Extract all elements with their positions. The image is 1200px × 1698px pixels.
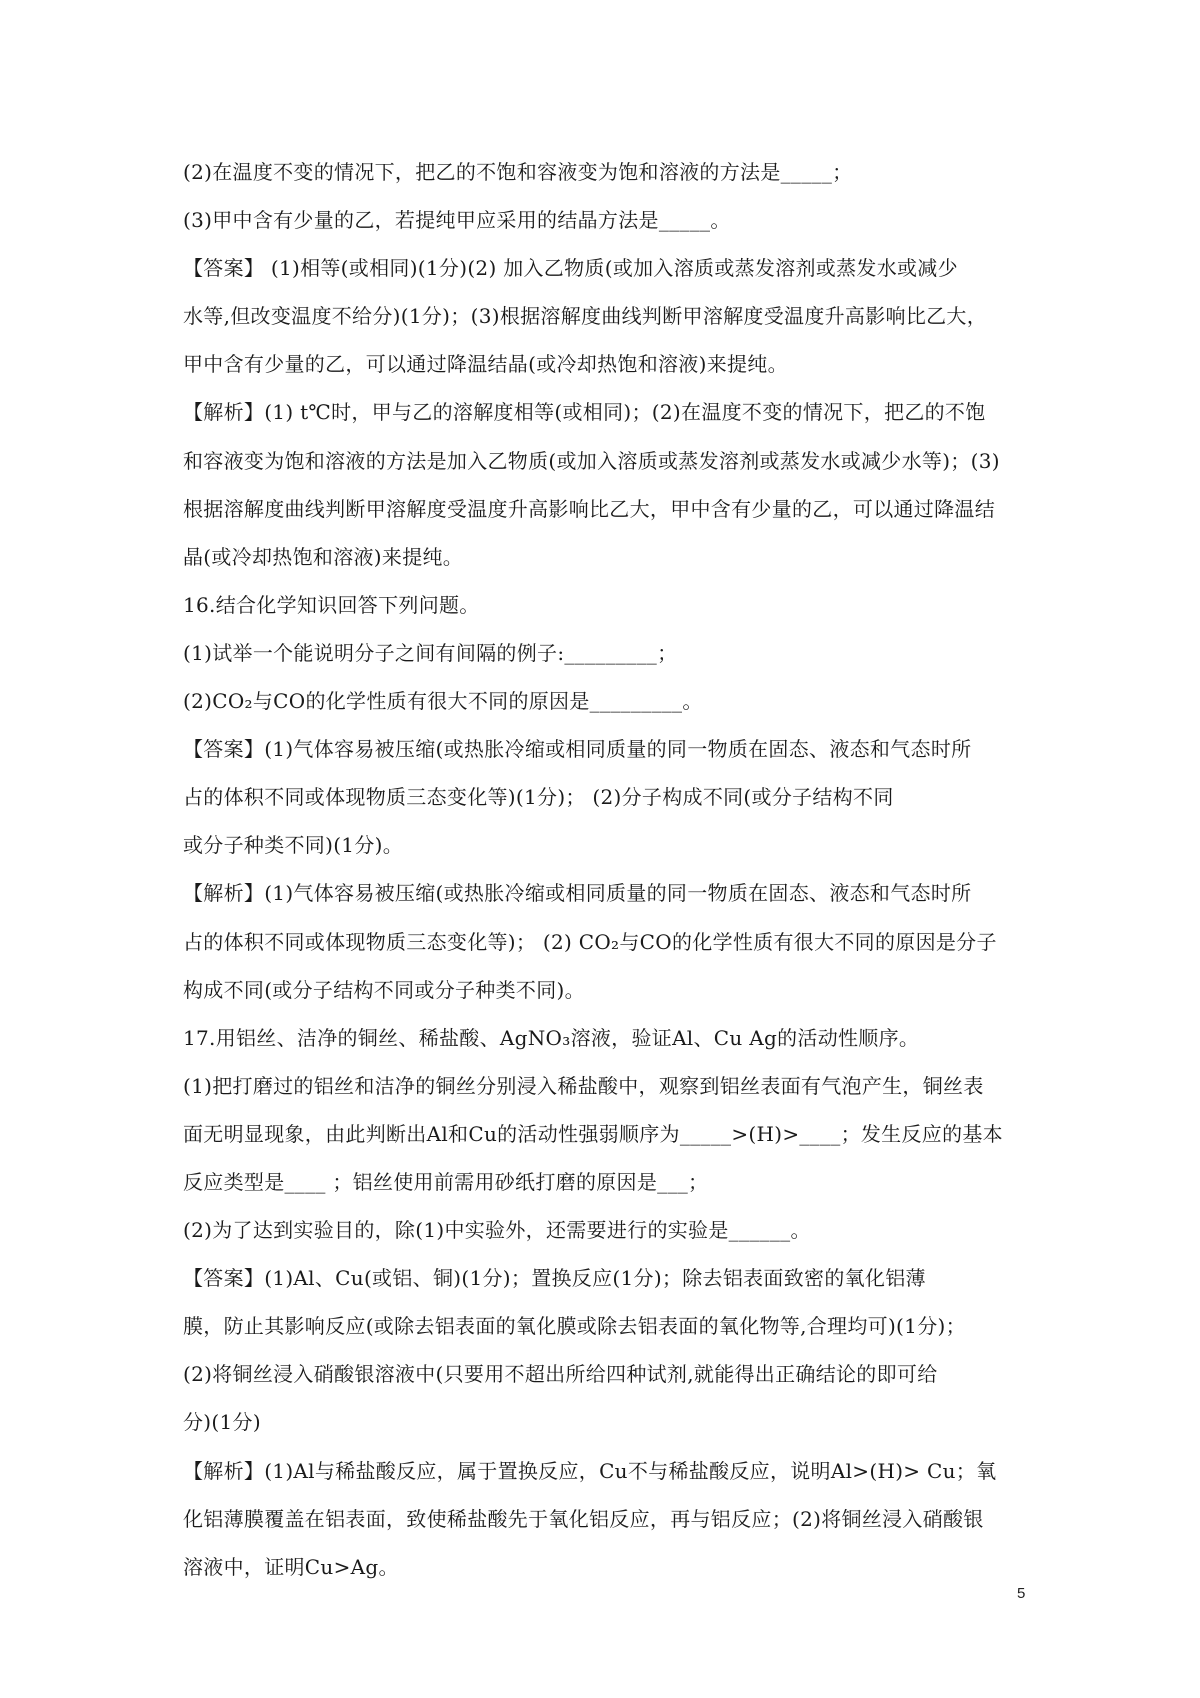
question-15-part-3: (3)甲中含有少量的乙，若提纯甲应采用的结晶方法是_____。 (183, 208, 731, 233)
analysis-17-line-1: 【解析】(1)Al与稀盐酸反应，属于置换反应，Cu不与稀盐酸反应，说明Al>(H)> Cu；氧 (183, 1458, 997, 1483)
question-16-title: 16.结合化学知识回答下列问题。 (183, 592, 480, 617)
analysis-15-line-3: 根据溶解度曲线判断甲溶解度受温度升高影响比乙大，甲中含有少量的乙，可以通过降温结 (183, 496, 995, 521)
answer-15-line-2: 水等,但改变温度不给分)(1分)；(3)根据溶解度曲线判断甲溶解度受温度升高影响比乙大， (183, 304, 988, 329)
answer-16-line-1: 【答案】(1)气体容易被压缩(或热胀冷缩或相同质量的同一物质在固态、液态和气态时所 (183, 737, 972, 762)
answer-17-line-3: (2)将铜丝浸入硝酸银溶液中(只要用不超出所给四种试剂,就能得出正确结论的即可给 (183, 1362, 938, 1387)
analysis-17-line-2: 化铝薄膜覆盖在铝表面，致使稀盐酸先于氧化铝反应，再与铝反应；(2)将铜丝浸入硝酸银 (183, 1506, 984, 1531)
analysis-16-line-3: 构成不同(或分子结构不同或分子种类不同)。 (183, 977, 585, 1002)
answer-17-line-1: 【答案】(1)Al、Cu(或铝、铜)(1分)；置换反应(1分)；除去铝表面致密的氧化铝薄 (183, 1266, 926, 1291)
question-16-part-1: (1)试举一个能说明分子之间有间隔的例子:_________； (183, 640, 678, 665)
question-17-part-1-line-3: 反应类型是____ ；铝丝使用前需用砂纸打磨的原因是___； (183, 1169, 709, 1194)
analysis-17-line-3: 溶液中，证明Cu>Ag。 (183, 1554, 399, 1579)
document-body (183, 148, 1033, 1591)
analysis-16-line-2: 占的体积不同或体现物质三态变化等)； (2) CO₂与CO的化学性质有很大不同的原因是分子 (183, 929, 997, 954)
answer-16-line-2: 占的体积不同或体现物质三态变化等)(1分)； (2)分子构成不同(或分子结构不同 (183, 785, 894, 810)
answer-17-line-4: 分)(1分) (183, 1410, 261, 1435)
analysis-15-line-1: 【解析】(1) t℃时，甲与乙的溶解度相等(或相同)；(2)在温度不变的情况下，把乙的不饱 (183, 400, 986, 425)
question-17-part-2: (2)为了达到实验目的，除(1)中实验外，还需要进行的实验是______。 (183, 1218, 811, 1243)
question-16-part-2: (2)CO₂与CO的化学性质有很大不同的原因是_________。 (183, 689, 703, 714)
question-17-part-1-line-2: 面无明显现象，由此判断出Al和Cu的活动性强弱顺序为_____>(H)>____；发生反应的基本 (183, 1121, 1003, 1146)
question-15-part-2: (2)在温度不变的情况下，把乙的不饱和容液变为饱和溶液的方法是_____； (183, 160, 853, 184)
question-17-part-1-line-1: (1)把打磨过的铝丝和洁净的铜丝分别浸入稀盐酸中，观察到铝丝表面有气泡产生，铜丝表 (183, 1073, 984, 1098)
analysis-16-line-1: 【解析】(1)气体容易被压缩(或热胀冷缩或相同质量的同一物质在固态、液态和气态时所 (183, 881, 972, 906)
answer-15-line-1: 【答案】 (1)相等(或相同)(1分)(2) 加入乙物质(或加入溶质或蒸发溶剂或蒸发水或减少 (183, 256, 958, 281)
answer-17-line-2: 膜，防止其影响反应(或除去铝表面的氧化膜或除去铝表面的氧化物等,合理均可)(1分)； (183, 1314, 966, 1339)
page-number: 5 (1017, 1585, 1026, 1602)
analysis-15-line-4: 晶(或冷却热饱和溶液)来提纯。 (183, 544, 464, 569)
answer-15-line-3: 甲中含有少量的乙，可以通过降温结晶(或冷却热饱和溶液)来提纯。 (183, 352, 788, 377)
question-17-title: 17.用铝丝、洁净的铜丝、稀盐酸、AgNO₃溶液，验证Al、Cu Ag的活动性顺序。 (183, 1025, 920, 1050)
answer-16-line-3: 或分子种类不同)(1分)。 (183, 833, 404, 858)
analysis-15-line-2: 和容液变为饱和溶液的方法是加入乙物质(或加入溶质或蒸发溶剂或蒸发水或减少水等)；(3) (183, 448, 1000, 473)
